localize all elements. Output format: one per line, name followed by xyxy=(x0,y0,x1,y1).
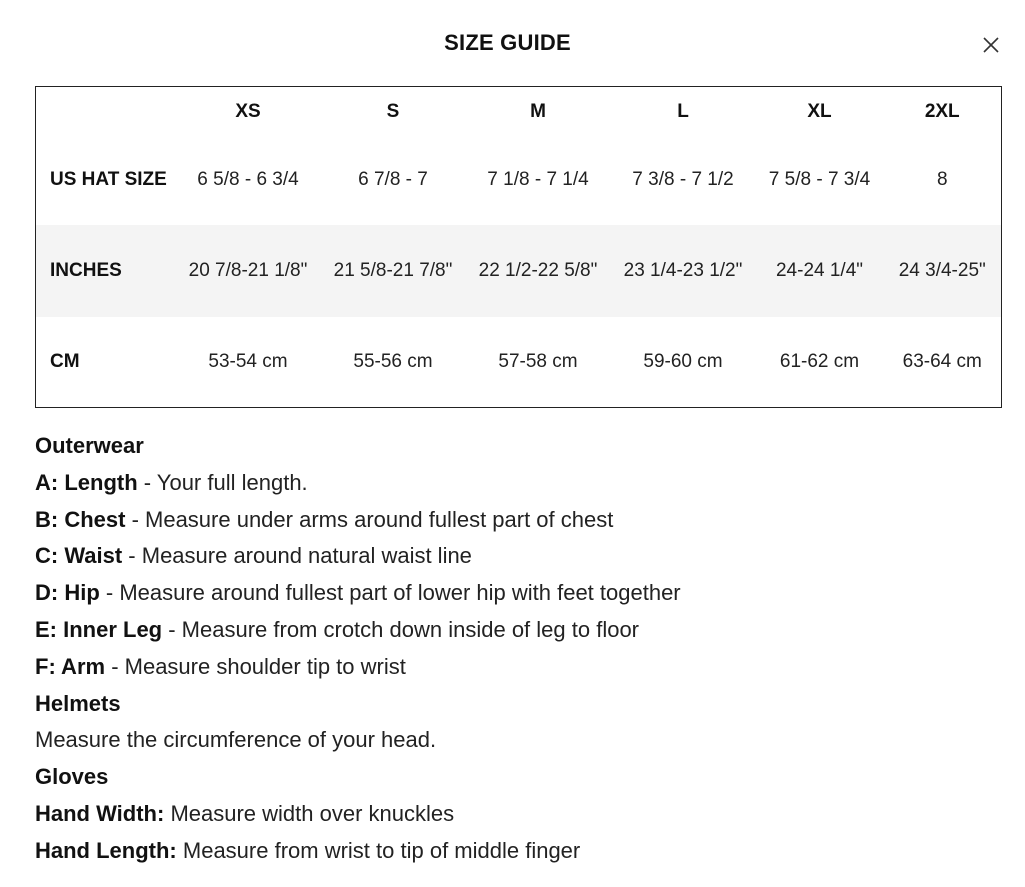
table-cell: 59-60 cm xyxy=(643,351,723,372)
list-item xyxy=(35,649,995,686)
column-header: S xyxy=(386,101,400,122)
table-row xyxy=(36,135,1002,225)
table-cell: 23 1/4-23 1/2" xyxy=(611,225,756,317)
section-heading-gloves xyxy=(35,759,995,796)
list-item xyxy=(35,538,995,575)
helmets-heading: Helmets xyxy=(35,690,121,716)
item-desc: - Measure around natural waist line xyxy=(122,543,472,569)
table-cell: 7 1/8 - 7 1/4 xyxy=(487,169,589,190)
item-term: A: Length xyxy=(35,469,138,495)
item-term: Hand Length: xyxy=(35,837,177,863)
table-header-corner xyxy=(36,87,176,136)
list-item xyxy=(35,796,995,833)
item-desc: - Measure shoulder tip to wrist xyxy=(105,653,406,679)
table-cell: 7 3/8 - 7 1/2 xyxy=(632,169,734,190)
column-header: M xyxy=(530,101,546,122)
item-desc: Measure width over knuckles xyxy=(164,800,455,826)
row-label: US HAT SIZE xyxy=(50,169,167,190)
list-item xyxy=(35,612,995,649)
list-item xyxy=(35,575,995,612)
section-heading-helmets xyxy=(35,686,995,723)
list-item xyxy=(35,833,995,870)
gloves-heading: Gloves xyxy=(35,764,109,790)
measurement-guide xyxy=(35,428,995,870)
table-cell: 53-54 cm xyxy=(208,351,288,372)
table-cell: 63-64 cm xyxy=(902,351,982,372)
item-term: Hand Width: xyxy=(35,800,165,826)
table-cell: 6 5/8 - 6 3/4 xyxy=(197,169,299,190)
close-icon[interactable] xyxy=(980,34,1002,56)
outerwear-heading: Outerwear xyxy=(35,433,144,458)
table-row xyxy=(36,225,1002,317)
item-term: F: Arm xyxy=(35,653,106,679)
table-header-row xyxy=(36,87,1002,136)
item-desc: - Measure from crotch down inside of leg to floor xyxy=(162,616,640,642)
table-row xyxy=(36,317,1002,408)
size-table xyxy=(35,86,1002,408)
list-item xyxy=(35,502,995,539)
row-label: INCHES xyxy=(36,225,176,317)
item-term: E: Inner Leg xyxy=(35,616,163,642)
table-cell: 22 1/2-22 5/8" xyxy=(466,225,611,317)
row-label: CM xyxy=(50,351,80,372)
close-button[interactable] xyxy=(980,34,1002,56)
section-heading-outerwear xyxy=(35,428,995,465)
page-title: SIZE GUIDE xyxy=(444,30,571,55)
item-term: C: Waist xyxy=(35,543,123,569)
item-desc: Measure from wrist to tip of middle finger xyxy=(176,837,581,863)
table-cell: 6 7/8 - 7 xyxy=(358,169,428,190)
item-term: B: Chest xyxy=(35,506,126,532)
column-header: L xyxy=(677,101,689,122)
table-cell: 24-24 1/4" xyxy=(756,225,884,317)
item-desc: - Your full length. xyxy=(137,469,308,495)
list-item xyxy=(35,465,995,502)
helmets-text: Measure the circumference of your head. xyxy=(35,727,437,753)
table-cell: 24 3/4-25" xyxy=(884,225,1002,317)
table-cell: 8 xyxy=(936,169,948,190)
table-cell: 61-62 cm xyxy=(779,351,860,372)
item-desc: - Measure around fullest part of lower hip with feet together xyxy=(99,580,681,606)
item-term: D: Hip xyxy=(35,580,100,606)
table-cell: 57-58 cm xyxy=(498,351,578,372)
table-cell: 21 5/8-21 7/8" xyxy=(321,225,466,317)
table-cell: 7 5/8 - 7 3/4 xyxy=(768,169,871,190)
column-header: 2XL xyxy=(924,101,960,122)
column-header: XS xyxy=(235,101,261,122)
table-cell: 20 7/8-21 1/8" xyxy=(176,225,321,317)
table-cell: 55-56 cm xyxy=(353,351,433,372)
item-desc: - Measure under arms around fullest part of chest xyxy=(125,506,614,532)
column-header: XL xyxy=(807,101,832,122)
